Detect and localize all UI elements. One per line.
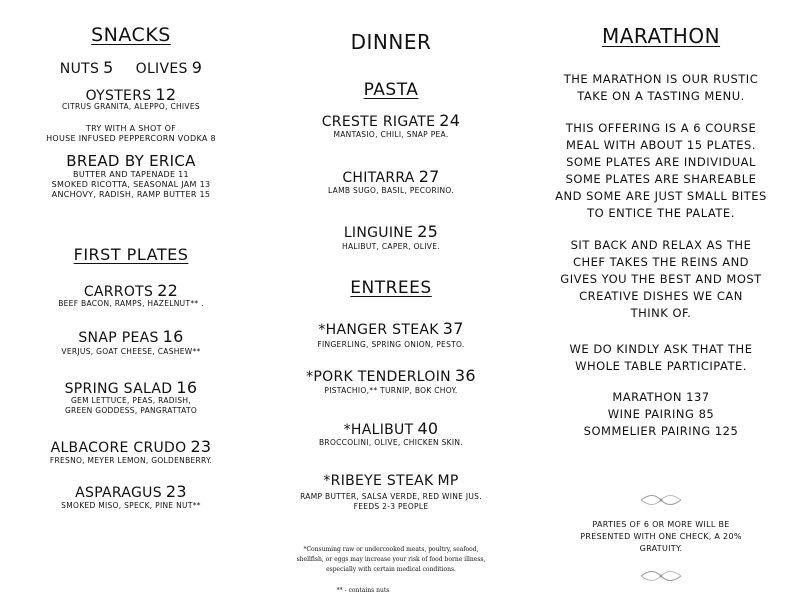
first-plates-heading: FIRST PLATES [73,245,189,264]
marathon-text: THINK OF. [630,306,692,320]
first-plate-item: SNAP PEAS 16 [78,327,184,346]
pasta-item: CRESTE RIGATE 24 [321,111,461,130]
first-plate-desc: GEM LETTUCE, PEAS, RADISH, [70,396,192,405]
marathon-text: TO ENTICE THE PALATE. [587,206,735,220]
snacks-heading: SNACKS [91,24,171,46]
entree-item: *HANGER STEAK 37 [318,319,464,338]
oysters-item: OYSTERS 12 [85,85,177,104]
marathon-text: SOME PLATES ARE SHAREABLE [565,172,757,186]
nuts-price: 5 [103,58,114,77]
bread-line-2: SMOKED RICOTTA, SEASONAL JAM 13 [51,180,211,189]
first-plate-item: CARROTS 22 [83,281,179,300]
first-plate-desc: BEEF BACON, RAMPS, HAZELNUT** . [58,299,204,308]
marathon-text: WHOLE TABLE PARTICIPATE. [575,359,747,373]
pasta-item: CHITARRA 27 [342,167,440,186]
gratuity-line-3: GRATUITY. [639,544,683,553]
marathon-price: MARATHON 137 [612,390,710,404]
gratuity-line-1: PARTIES OF 6 OR MORE WILL BE [592,520,730,529]
marathon-text: MEAL WITH ABOUT 15 PLATES. [565,138,757,152]
marathon-text: CHEF TAKES THE REINS AND [572,255,750,269]
marathon-text: SIT BACK AND RELAX AS THE [570,238,752,252]
bread-line-3: ANCHOVY, RADISH, RAMP BUTTER 15 [51,190,211,199]
pasta-desc: MANTASIO, CHILI, SNAP PEA. [333,130,449,139]
entree-item: *PORK TENDERLOIN 36 [306,366,476,385]
entree-desc: BROCCOLINI, OLIVE, CHICKEN SKIN. [318,438,463,447]
entrees-heading: ENTREES [350,278,432,298]
nuts-note: ** - contains nuts [336,587,390,594]
oysters-desc: CITRUS GRANITA, ALEPPO, CHIVES [62,102,200,111]
flourish-ornament-icon [639,568,683,584]
first-plate-desc: VERJUS, GOAT CHEESE, CASHEW** [61,347,201,356]
marathon-intro-1: THE MARATHON IS OUR RUSTIC [563,72,759,86]
entree-desc: PISTACHIO,** TURNIP, BOK CHOY. [324,386,458,395]
pasta-desc: LAMB SUGO, BASIL, PECORINO. [328,186,454,195]
nuts-name: NUTS [59,61,100,77]
first-plate-desc-2: GREEN GODDESS, PANGRATTATO [64,406,198,415]
marathon-text: SOME PLATES ARE INDIVIDUAL [566,155,756,169]
marathon-text: AND SOME ARE JUST SMALL BITES [555,189,767,203]
disclaimer-line-2: shellfish, or eggs may increase your risk of food borne illness, [296,556,486,563]
first-plate-desc: FRESNO, MEYER LEMON, GOLDENBERRY. [49,456,213,465]
first-plate-item: ALBACORE CRUDO 23 [50,437,212,456]
pasta-desc: HALIBUT, CAPER, OLIVE. [342,242,440,251]
marathon-intro-2: TAKE ON A TASTING MENU. [577,89,745,103]
first-plate-item: SPRING SALAD 16 [64,378,198,397]
marathon-text: WE DO KINDLY ASK THAT THE [569,342,753,356]
bread-line-1: BUTTER AND TAPENADE 11 [73,170,189,179]
shot-note-2: HOUSE INFUSED PEPPERCORN VODKA 8 [46,134,216,143]
entree-desc: FINGERLING, SPRING ONION, PESTO. [317,340,465,349]
shot-note-1: TRY WITH A SHOT OF [85,124,177,133]
nuts-olives-line [22,58,240,77]
marathon-heading: MARATHON [601,24,721,48]
entree-item: *RIBEYE STEAK MP [323,473,459,489]
entree-desc-2: FEEDS 2-3 PEOPLE [353,502,429,511]
olives-name: OLIVES [135,61,188,77]
wine-pairing-price: WINE PAIRING 85 [607,407,715,421]
first-plate-desc: SMOKED MISO, SPECK, PINE NUT** [61,501,201,510]
first-plate-item: ASPARAGUS 23 [75,482,187,501]
pasta-item: LINGUINE 25 [343,222,439,241]
flourish-ornament-icon [639,492,683,508]
marathon-text: THIS OFFERING IS A 6 COURSE [565,121,757,135]
olives-price: 9 [191,58,203,77]
entree-desc: RAMP BUTTER, SALSA VERDE, RED WINE JUS. [300,492,482,501]
sommelier-pairing-price: SOMMELIER PAIRING 125 [583,424,739,438]
marathon-text: GIVES YOU THE BEST AND MOST [560,272,762,286]
gratuity-line-2: PRESENTED WITH ONE CHECK, A 20% [580,532,742,541]
dinner-heading: DINNER [350,30,432,54]
pasta-heading: PASTA [363,80,419,100]
marathon-text: CREATIVE DISHES WE CAN [579,289,743,303]
disclaimer-line-3: especially with certain medical conditions. [326,566,456,573]
disclaimer-line-1: *Consuming raw or undercooked meats, poultry, seafood, [303,546,479,553]
entree-item: *HALIBUT 40 [343,419,439,438]
bread-title: BREAD BY ERICA [66,152,196,170]
